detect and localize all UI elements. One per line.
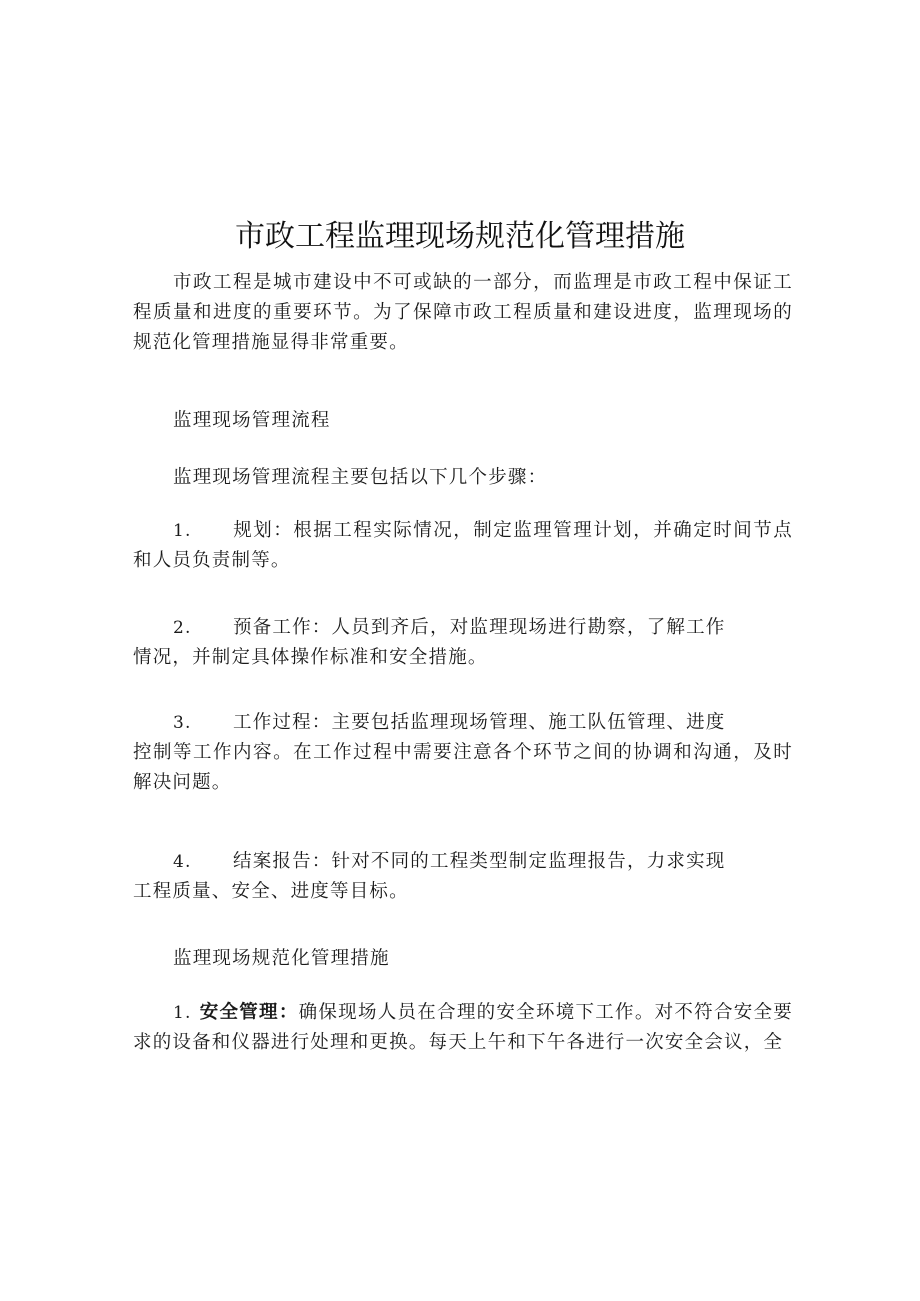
step-text: 规划：根据工程实际情况，制定监理管理计划，并确定时间节点和人员负责制等。 [133, 520, 793, 571]
intro-paragraph: 市政工程是城市建设中不可或缺的一部分，而监理是市政工程中保证工程质量和进度的重要环节。为了保障市政工程质量和建设进度，监理现场的规范化管理措施显得非常重要。 [133, 272, 793, 353]
step-number: 2. [173, 618, 192, 638]
step-text: 预备工作：人员到齐后，对监理现场进行勘察，了解工作 [233, 617, 726, 638]
step-item-4 [133, 847, 793, 907]
section-lead-process: 监理现场管理流程主要包括以下几个步骤： [173, 467, 548, 488]
section-heading-process: 监理现场管理流程 [173, 410, 331, 431]
step-item-1 [133, 516, 793, 576]
step-first-line [133, 613, 793, 643]
step-text: 结案报告：针对不同的工程类型制定监理报告，力求实现 [233, 851, 726, 872]
step-continuation: 工程质量、安全、进度等目标。 [133, 881, 409, 902]
step-item-3 [133, 708, 793, 798]
document-title: 市政工程监理现场规范化管理措施 [235, 219, 685, 254]
step-continuation: 情况，并制定具体操作标准和安全措施。 [133, 647, 488, 668]
step-item-2 [133, 613, 793, 673]
step-continuation: 控制等工作内容。在工作过程中需要注意各个环节之间的协调和沟通，及时解决问题。 [133, 742, 793, 793]
step-first-line [133, 708, 793, 738]
measure-number: 1. [173, 1003, 192, 1023]
step-number: 4. [173, 852, 192, 872]
measure-item-1 [133, 998, 793, 1058]
measure-colon: ： [278, 1002, 299, 1023]
step-text: 工作过程：主要包括监理现场管理、施工队伍管理、进度 [233, 712, 726, 733]
step-first-line [133, 847, 793, 877]
step-number: 1. [173, 521, 192, 541]
section-heading-measures: 监理现场规范化管理措施 [173, 948, 390, 969]
measure-text: 确保现场人员在合理的安全环境下工作。对不符合安全要求的设备和仪器进行处理和更换。每天上午和下午各进行一次安全会议，全 [133, 1002, 793, 1053]
step-number: 3. [173, 713, 192, 733]
measure-label: 安全管理 [199, 1002, 279, 1023]
